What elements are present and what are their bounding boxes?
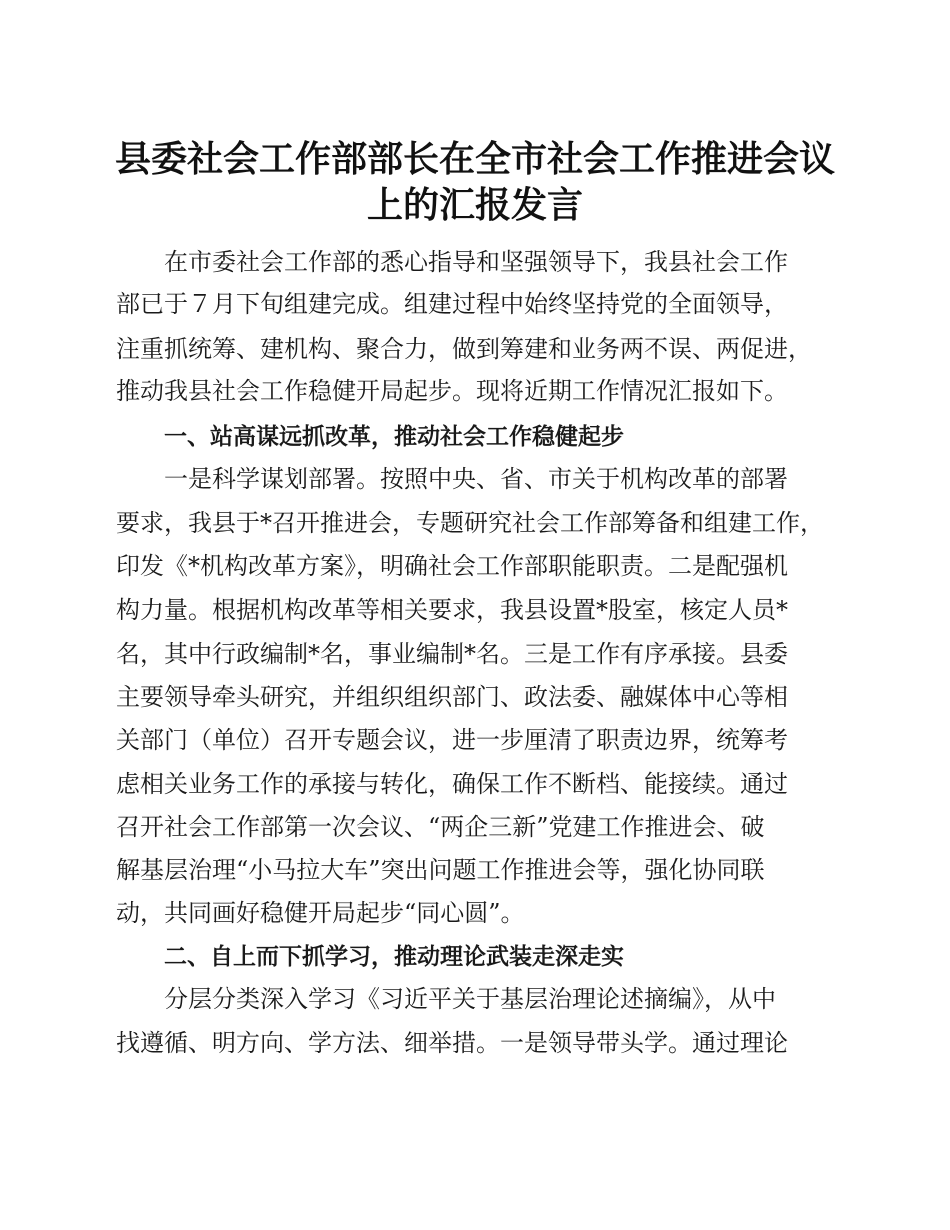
body-text-line: 关部门（单位）召开专题会议，进一步厘清了职责边界，统筹考 [116,726,788,754]
body-text-line: 注重抓统筹、建机构、聚合力，做到筹建和业务两不误、两促进， [116,335,812,363]
body-text-line: 主要领导牵头研究，并组织组织部门、政法委、融媒体中心等相 [116,683,788,711]
body-text-line: 召开社会工作部第一次会议、“两企三新”党建工作推进会、破 [116,813,765,841]
section-heading-1: 一、站高谋远抓改革，推动社会工作稳健起步 [164,424,624,450]
body-text-line: 印发《*机构改革方案》，明确社会工作部职能职责。二是配强机 [116,552,788,580]
body-text-line: 在市委社会工作部的悉心指导和坚强领导下，我县社会工作 [164,248,788,276]
document-title-line-2: 上的汇报发言 [366,184,583,226]
document-title-line-1: 县委社会工作部部长在全市社会工作推进会议 [114,138,835,180]
body-text-line: 一是科学谋划部署。按照中央、省、市关于机构改革的部署 [164,465,788,493]
body-text-line: 解基层治理“小马拉大车”突出问题工作推进会等，强化协同联 [116,856,765,884]
body-text-line: 名，其中行政编制*名，事业编制*名。三是工作有序承接。县委 [116,640,788,668]
body-text-line: 动，共同画好稳健开局起步“同心圆”。 [116,899,525,927]
body-text-line: 部已于７月下旬组建完成。组建过程中始终坚持党的全面领导， [116,290,788,318]
section-heading-2: 二、自上而下抓学习，推动理论武装走深走实 [164,944,624,970]
body-text-line: 找遵循、明方向、学方法、细举措。一是领导带头学。通过理论 [116,1029,788,1057]
body-text-line: 要求，我县于*召开推进会，专题研究社会工作部筹备和组建工作， [116,509,824,537]
body-text-line: 分层分类深入学习《习近平关于基层治理论述摘编》，从中 [164,985,776,1013]
body-text-line: 虑相关业务工作的承接与转化，确保工作不断档、能接续。通过 [116,770,788,798]
body-text-line: 构力量。根据机构改革等相关要求，我县设置*股室，核定人员* [116,596,788,624]
body-text-line: 推动我县社会工作稳健开局起步。现将近期工作情况汇报如下。 [116,377,788,405]
